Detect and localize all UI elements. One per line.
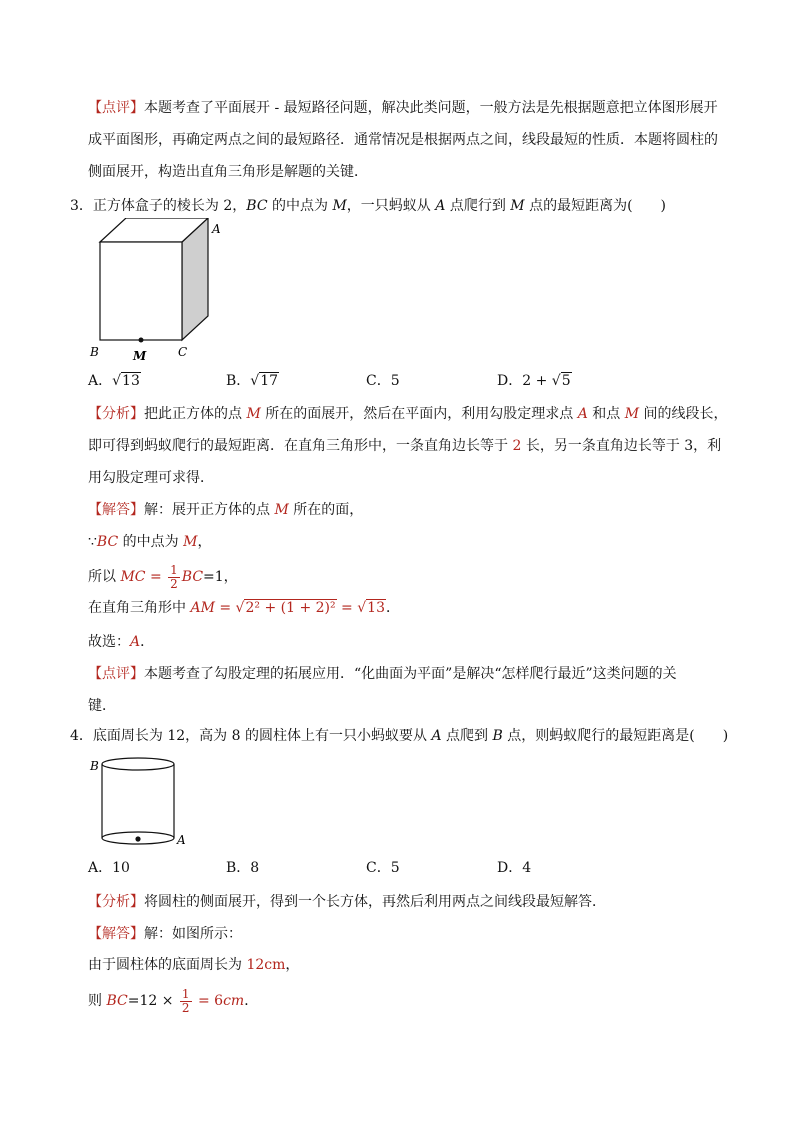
option-label: B． — [226, 860, 251, 876]
fraction — [168, 564, 180, 591]
review-line-2 — [88, 130, 718, 150]
answer-text: 所以 — [88, 569, 121, 585]
q3-answer-line-4 — [88, 598, 400, 618]
q3-option-b: B．√17 — [226, 373, 279, 389]
cube-figure — [84, 218, 234, 366]
answer-text: ， — [197, 534, 212, 550]
analysis-text: 用勾股定理可求得． — [88, 470, 214, 486]
cylinder-figure — [86, 752, 196, 850]
q3-text: 正方体盒子的棱长为 2， — [92, 198, 247, 214]
answer-text: ． — [386, 600, 400, 616]
analysis-text: 将圆柱的侧面展开，得到一个长方体，再然后利用两点之间线段最短解答． — [144, 894, 606, 910]
q3-text: ，一只蚂蚁从 — [346, 198, 436, 214]
option-label: D． — [497, 860, 523, 876]
option-label: C． — [366, 373, 391, 389]
answer-tag: 【解答】 — [88, 926, 144, 942]
fraction-denominator: 2 — [181, 1000, 190, 1015]
answer-text: 故选： — [88, 634, 130, 650]
answer-text: BC — [181, 569, 204, 585]
review-text: 成平面图形，再确定两点之间的最短路径．通常情况是根据两点之间，线段最短的性质．本题将圆柱的 — [88, 132, 718, 148]
answer-text: ． — [140, 634, 155, 650]
answer-text: =12 × — [127, 993, 178, 1009]
option-prefix: 2 + — [522, 373, 552, 389]
analysis-text: 把此正方体的点 — [144, 406, 247, 422]
answer-text: M — [183, 534, 198, 550]
q3-analysis-line-3 — [88, 468, 214, 488]
option-value: 13 — [122, 373, 140, 389]
fraction — [180, 988, 192, 1015]
q3-text: M — [510, 198, 525, 214]
q4-text: 点，则蚂蚁爬行的最短距离是( ) — [502, 728, 729, 744]
answer-text: cm — [223, 993, 245, 1009]
q4-answer-line-2 — [88, 955, 299, 975]
q4-text: B — [492, 728, 503, 744]
review-text: 本题考查了平面展开 - 最短路径问题，解决此类问题，一般方法是先根据题意把立体图形展开 — [144, 100, 718, 116]
q4-analysis-line-1 — [88, 892, 606, 912]
answer-text: AM — [190, 600, 215, 616]
answer-text: 所在的面， — [288, 502, 364, 518]
q4-option-a — [88, 858, 130, 878]
fraction-numerator: 1 — [170, 562, 178, 577]
review-line-1 — [88, 98, 718, 118]
option-value: 4 — [522, 860, 532, 876]
q3-analysis-line-2 — [88, 436, 721, 456]
label-a: A — [177, 833, 186, 847]
analysis-text: A — [577, 406, 588, 422]
cube-front-face — [100, 242, 182, 340]
fraction-numerator: 1 — [181, 986, 190, 1001]
answer-text: 解：如图所示： — [144, 926, 242, 942]
q3-analysis-line-1 — [88, 404, 728, 424]
review-line-3 — [88, 162, 368, 182]
label-a: A — [212, 222, 221, 236]
analysis-tag: 【分析】 — [88, 894, 144, 910]
q4-number: 4． — [70, 728, 93, 744]
label-m: M — [133, 349, 147, 363]
answer-text: = — [214, 600, 236, 616]
label-c: C — [178, 345, 188, 359]
review-text: 键． — [88, 698, 116, 714]
option-label: B． — [226, 373, 251, 389]
analysis-text: 和点 — [587, 406, 625, 422]
answer-text: 由于圆柱体的底面周长为 — [88, 957, 247, 973]
answer-text: 解：展开正方体的点 — [144, 502, 275, 518]
option-value: 17 — [260, 373, 279, 389]
q4-option-c — [366, 858, 400, 878]
q4-stem — [70, 726, 728, 746]
analysis-text: 长，另一条直角边长等于 3，利 — [521, 438, 722, 454]
q3-text: 点爬行到 — [445, 198, 511, 214]
label-b: B — [90, 345, 99, 359]
option-value: 10 — [112, 860, 130, 876]
answer-text: BC — [96, 534, 119, 550]
q3-review-line-1 — [88, 664, 677, 684]
review-tag: 【点评】 — [88, 100, 144, 116]
answer-text: A — [130, 634, 141, 650]
answer-text: ， — [285, 957, 300, 973]
analysis-text: M — [624, 406, 640, 422]
option-label: A． — [88, 373, 113, 389]
answer-text: 12cm — [246, 957, 286, 973]
answer-text: ． — [244, 993, 259, 1009]
option-label: A． — [88, 860, 113, 876]
review-tag: 【点评】 — [88, 666, 144, 682]
answer-text: = 6 — [193, 993, 224, 1009]
label-b: B — [90, 759, 99, 773]
q3-answer-line-1 — [88, 500, 363, 520]
sqrt-radicand: 2² + (1 + 2)² — [245, 600, 336, 616]
answer-text: = — [336, 600, 358, 616]
analysis-text: 所在的面展开，然后在平面内，利用勾股定理求点 — [260, 406, 578, 422]
answer-text: M — [274, 502, 289, 518]
option-value: 8 — [250, 860, 260, 876]
q3-text: 的中点为 — [267, 198, 333, 214]
answer-text: 在直角三角形中 — [88, 600, 191, 616]
q3-answer-line-5 — [88, 632, 154, 652]
q3-answer-line-3 — [88, 562, 238, 592]
review-text: 侧面展开，构造出直角三角形是解题的关键． — [88, 164, 368, 180]
point-m — [139, 338, 144, 343]
analysis-text: 即可得到蚂蚁爬行的最短距离．在直角三角形中，一条直角边长等于 — [88, 438, 513, 454]
q3-stem — [70, 196, 666, 216]
q4-option-d — [497, 858, 531, 878]
answer-text: 的中点为 — [118, 534, 184, 550]
answer-text: ∵ — [88, 534, 97, 550]
q4-text: A — [431, 728, 442, 744]
answer-text: MC — [120, 569, 146, 585]
q4-option-b — [226, 858, 259, 878]
answer-tag: 【解答】 — [88, 502, 144, 518]
q3-text: 点的最短距离为( ) — [524, 198, 666, 214]
q4-text: 底面周长为 12，高为 8 的圆柱体上有一只小蚂蚁要从 — [92, 728, 432, 744]
option-value: 5 — [561, 373, 571, 389]
sqrt-radicand: 13 — [367, 600, 385, 616]
q4-answer-line-3 — [88, 986, 258, 1016]
option-value: 5 — [390, 373, 400, 389]
option-label: C． — [366, 860, 391, 876]
cylinder-top-ellipse — [102, 758, 174, 770]
q3-option-c — [366, 371, 400, 391]
fraction-denominator: 2 — [170, 576, 178, 591]
q4-text: 点爬到 — [441, 728, 493, 744]
analysis-text: 间的线段长， — [639, 406, 728, 422]
q3-option-d: D．2 + √5 — [497, 373, 571, 389]
q4-answer-line-1 — [88, 924, 242, 944]
answer-text: BC — [106, 993, 128, 1009]
q3-answer-line-2 — [88, 532, 211, 552]
option-value: 5 — [390, 860, 400, 876]
analysis-tag: 【分析】 — [88, 406, 144, 422]
answer-text: = — [145, 569, 167, 585]
q3-text: BC — [246, 198, 268, 214]
q3-text: M — [332, 198, 347, 214]
q3-text: A — [435, 198, 446, 214]
sqrt-result: √13 — [357, 600, 385, 616]
analysis-text: M — [246, 406, 261, 422]
point-a-dot — [135, 836, 140, 841]
option-label: D． — [497, 373, 523, 389]
q3-review-line-2 — [88, 696, 116, 716]
sqrt-expression: √2² + (1 + 2)² — [235, 600, 336, 616]
review-text: 本题考查了勾股定理的拓展应用．“化曲面为平面”是解决“怎样爬行最近”这类问题的关 — [144, 666, 677, 682]
analysis-text: 2 — [512, 438, 522, 454]
answer-text: 则 — [88, 993, 107, 1009]
answer-text: =1， — [203, 569, 238, 585]
q3-number: 3． — [70, 198, 93, 214]
q3-option-a: A．√13 — [88, 373, 140, 389]
